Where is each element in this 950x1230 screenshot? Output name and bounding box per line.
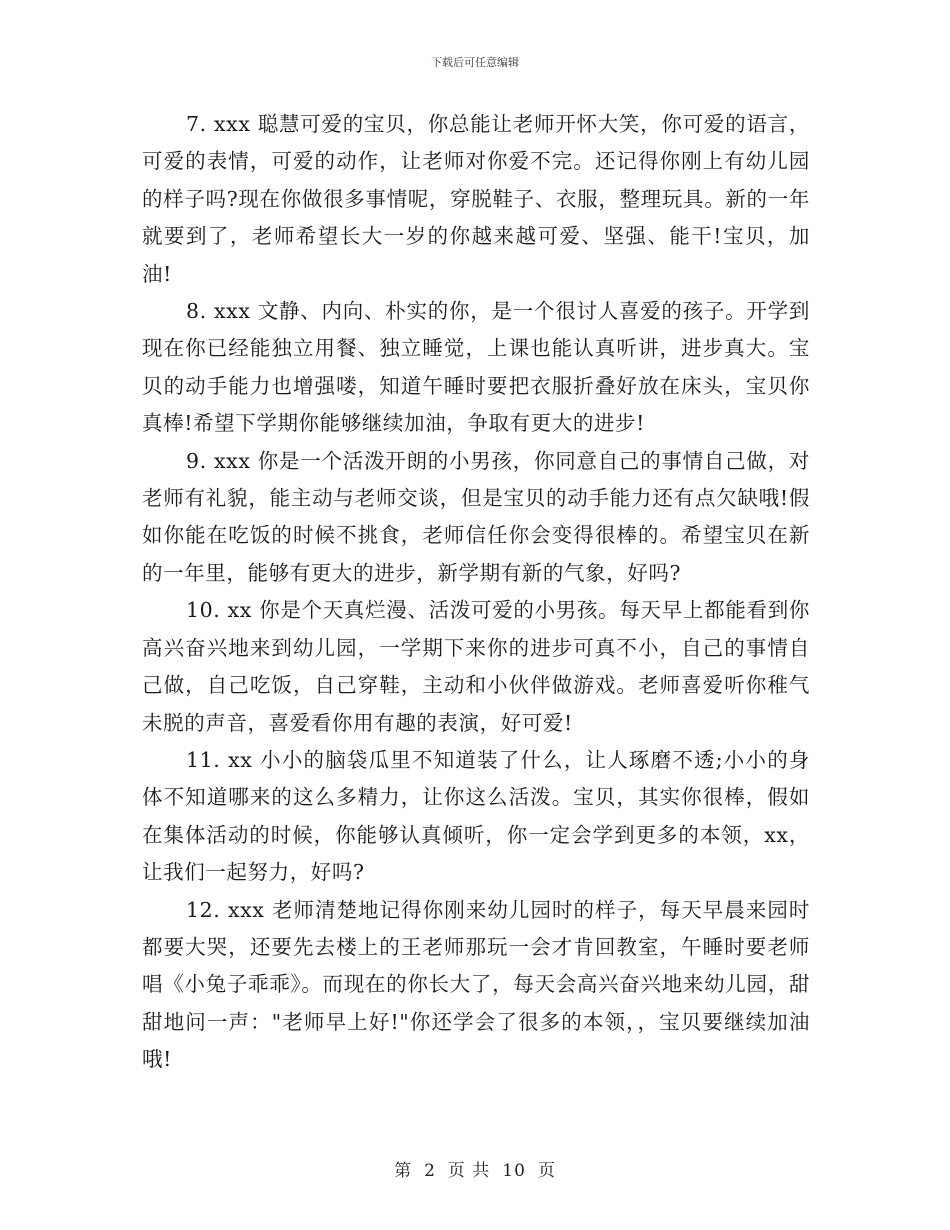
page-footer [0, 1156, 950, 1181]
footer-suffix: 页 [537, 1161, 556, 1181]
footer-middle: 页 共 [447, 1161, 491, 1181]
paragraph-12: 12. xxx 老师清楚地记得你刚来幼儿园时的样子，每天早晨来园时都要大哭，还要先去楼上的王老师那玩一会才肯回教室，午睡时要老师唱《小兔子乖乖》。而现在的你长大了，每天会高兴奋兴地来幼儿园，甜甜地问一声："老师早上好!"你还学会了很多的本领，，宝贝要继续加油哦! [142, 897, 810, 1072]
footer-total-pages: 10 [502, 1161, 526, 1181]
paragraph-10: 10. xx 你是个天真烂漫、活泼可爱的小男孩。每天早上都能看到你高兴奋兴地来到幼儿园，一学期下来你的进步可真不小，自己的事情自己做，自己吃饭，自己穿鞋，主动和小伙伴做游戏。老师喜爱听你稚气未脱的声音，喜爱看你用有趣的表演，好可爱! [142, 598, 810, 735]
paragraph-11: 11. xx 小小的脑袋瓜里不知道装了什么，让人琢磨不透;小小的身体不知道哪来的这么多精力，让你这么活泼。宝贝，其实你很棒，假如在集体活动的时候，你能够认真倾听，你一定会学到更多的本领，xx，让我们一起努力，好吗? [142, 747, 810, 885]
paragraph-7: 7. xxx 聪慧可爱的宝贝，你总能让老师开怀大笑，你可爱的语言，可爱的表情，可爱的动作，让老师对你爱不完。还记得你刚上有幼儿园的样子吗?现在你做很多事情呢，穿脱鞋子、衣服，整理玩具。新的一年就要到了，老师希望长大一岁的你越来越可爱、坚强、能干!宝贝，加油! [142, 112, 810, 286]
document-body [142, 106, 810, 1079]
footer-prefix: 第 [394, 1161, 413, 1181]
footer-page-number: 2 [424, 1161, 436, 1181]
paragraph-9: 9. xxx 你是一个活泼开朗的小男孩，你同意自己的事情自己做，对老师有礼貌，能主动与老师交谈，但是宝贝的动手能力还有点欠缺哦!假如你能在吃饭的时候不挑食，老师信任你会变得很棒的。希望宝贝在新的一年里，能够有更大的进步，新学期有新的气象，好吗? [142, 448, 810, 585]
paragraph-8: 8. xxx 文静、内向、朴实的你，是一个很讨人喜爱的孩子。开学到现在你已经能独立用餐、独立睡觉，上课也能认真听讲，进步真大。宝贝的动手能力也增强喽，知道午睡时要把衣服折叠好放在床头，宝贝你真棒!希望下学期你能够继续加油，争取有更大的进步! [142, 299, 810, 436]
page-header: 下载后可任意编辑 [431, 56, 519, 69]
